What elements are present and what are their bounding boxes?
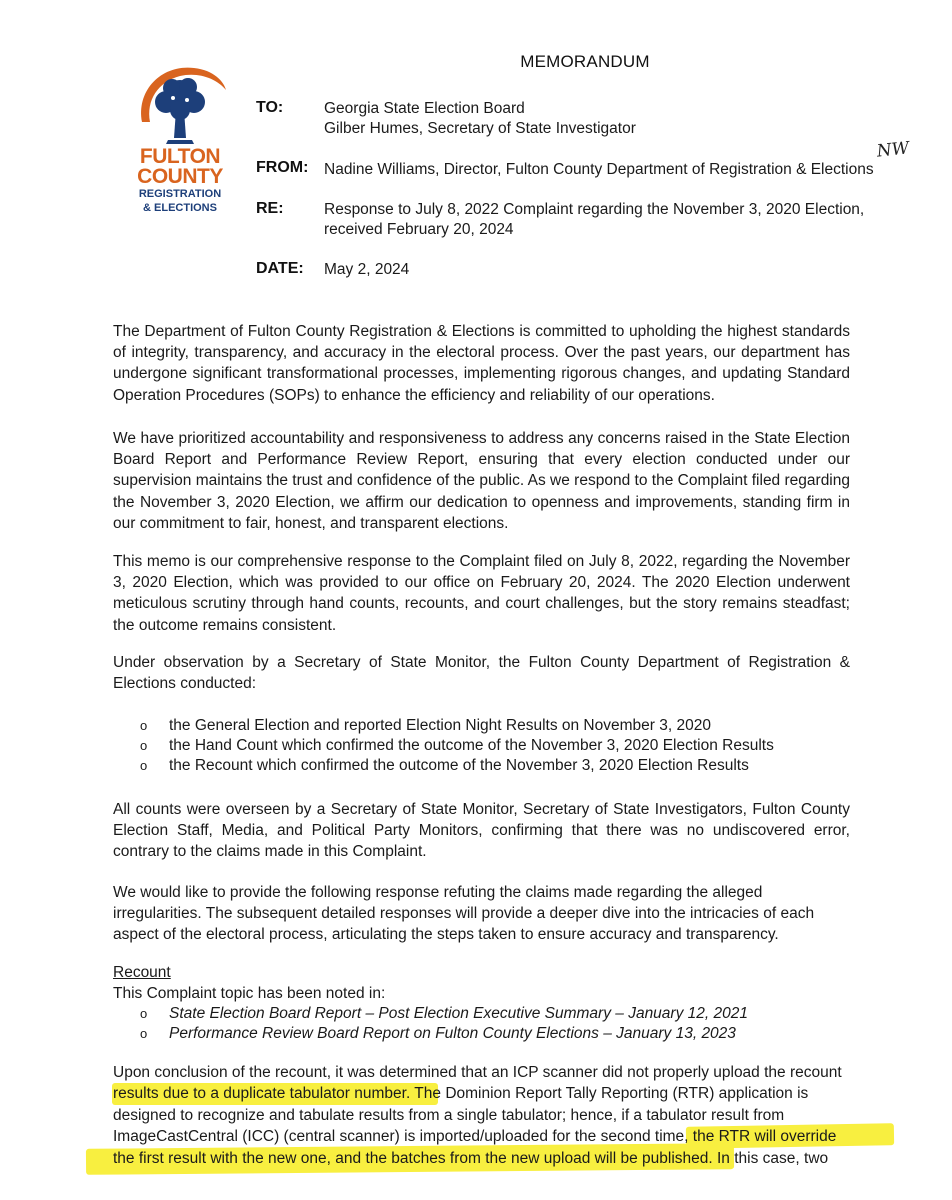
paragraph-accountability: We have prioritized accountability and responsiveness to address any concerns raised in the State Election Board Report and Performance Review Report, ensuring that every election conducted under our supervision maintains the trust and confidence of the public. As we respond to the Complaint filed regarding the November 3, 2020 Election, we affirm our dedication to openness and improvements, standing firm in our commitment to fair, honest, and transparent elections.	[113, 430, 850, 532]
highlighted-text: , the RTR will override	[684, 1128, 837, 1146]
bullet-marker: o	[140, 718, 148, 733]
tree-emblem-icon	[128, 60, 232, 150]
paragraph-oversight: All counts were overseen by a Secretary of State Monitor, Secretary of State Investigators, Fulton County Election Staff, Media, and Political Party Monitors, confirming that there was no undiscovered error, contrary to the claims made in this Complaint.	[113, 801, 850, 861]
list-item-text: the Recount which confirmed the outcome of the November 3, 2020 Election Results	[169, 757, 749, 774]
list-item-text: the General Election and reported Election Night Results on November 3, 2020	[169, 717, 711, 734]
text-line: designed to recognize and tabulate results from a single tabulator; hence, if a tabulator result from	[113, 1106, 785, 1124]
memo-title: MEMORANDUM	[520, 52, 650, 71]
logo-text-registration: REGISTRATION	[138, 188, 222, 200]
text-line	[113, 1148, 850, 1169]
bullet-marker: o	[140, 1006, 148, 1021]
to-recipient-2: Gilber Humes, Secretary of State Investigator	[324, 120, 636, 137]
paragraph-recount-finding	[113, 1062, 850, 1169]
fulton-county-logo	[128, 60, 232, 220]
plain-text: ImageCastCentral (ICC) (central scanner) is imported/uploaded for the second time	[113, 1128, 685, 1146]
highlighted-text: the first result with the new one, and the batches from the new upload will be published.	[113, 1149, 713, 1167]
paragraph-commitment: The Department of Fulton County Registration & Elections is committed to upholding the highest standards of integrity, transparency, and accuracy in the electoral process. Over the past years, our department has undergone significant transformational processes, implementing rigorous changes, and updating Standard Operation Procedures (SOPs) to enhance the efficiency and reliability of our operations.	[113, 323, 850, 404]
date-label: DATE:	[256, 260, 304, 277]
text-line: Upon conclusion of the recount, it was determined that an ICP scanner did not properly upload the recount	[113, 1064, 842, 1081]
paragraph-observation: Under observation by a Secretary of State Monitor, the Fulton County Department of Registration & Elections conducted:	[113, 654, 850, 693]
list-item-text: the Hand Count which confirmed the outcome of the November 3, 2020 Election Results	[169, 737, 774, 754]
bullet-marker: o	[140, 738, 148, 753]
re-label: RE:	[256, 200, 284, 217]
paragraph-response-intro: We would like to provide the following response refuting the claims made regarding the alleged irregularities. The subsequent detailed responses will provide a deeper dive into the intricacies of each aspect of the electoral process, articulating the steps taken to ensure accuracy and transparency.	[113, 884, 815, 944]
section-heading-recount: Recount	[113, 964, 171, 981]
logo-text-fulton: FULTON	[139, 145, 221, 168]
plain-text: The Dominion Report Tally Reporting (RTR) application is	[410, 1085, 809, 1103]
from-label: FROM:	[256, 159, 309, 176]
bullet-marker: o	[140, 758, 148, 773]
text-line	[113, 1083, 850, 1104]
handwritten-initials	[868, 140, 918, 170]
paragraph-memo-purpose: This memo is our comprehensive response to the Complaint filed on July 8, 2022, regarding the November 3, 2020 Election, which was provided to our office on February 20, 2024. The 2020 Election underwent meticulous scrutiny through hand counts, recounts, and court challenges, but the story remains steadfast; the outcome remains consistent.	[113, 553, 850, 634]
highlighted-text: results due to a duplicate tabulator number.	[113, 1085, 411, 1103]
re-line-1: Response to July 8, 2022 Complaint regarding the November 3, 2020 Election,	[324, 201, 865, 218]
list-item-text: State Election Board Report – Post Election Executive Summary – January 12, 2021	[169, 1005, 748, 1022]
plain-text: In this case, two	[712, 1149, 829, 1167]
to-recipient-1: Georgia State Election Board	[324, 100, 525, 117]
initials-text: NW	[875, 138, 911, 162]
logo-text-county: COUNTY	[137, 165, 223, 188]
bullet-marker: o	[140, 1026, 148, 1041]
text-line	[113, 1126, 850, 1147]
from-value: Nadine Williams, Director, Fulton County Department of Registration & Elections	[324, 161, 874, 178]
list-item-text: Performance Review Board Report on Fulton County Elections – January 13, 2023	[169, 1025, 736, 1042]
date-value: May 2, 2024	[324, 261, 410, 278]
recount-intro: This Complaint topic has been noted in:	[113, 985, 386, 1002]
re-line-2: received February 20, 2024	[324, 221, 514, 238]
logo-text-elections: & ELECTIONS	[143, 202, 217, 214]
to-label: TO:	[256, 99, 284, 116]
